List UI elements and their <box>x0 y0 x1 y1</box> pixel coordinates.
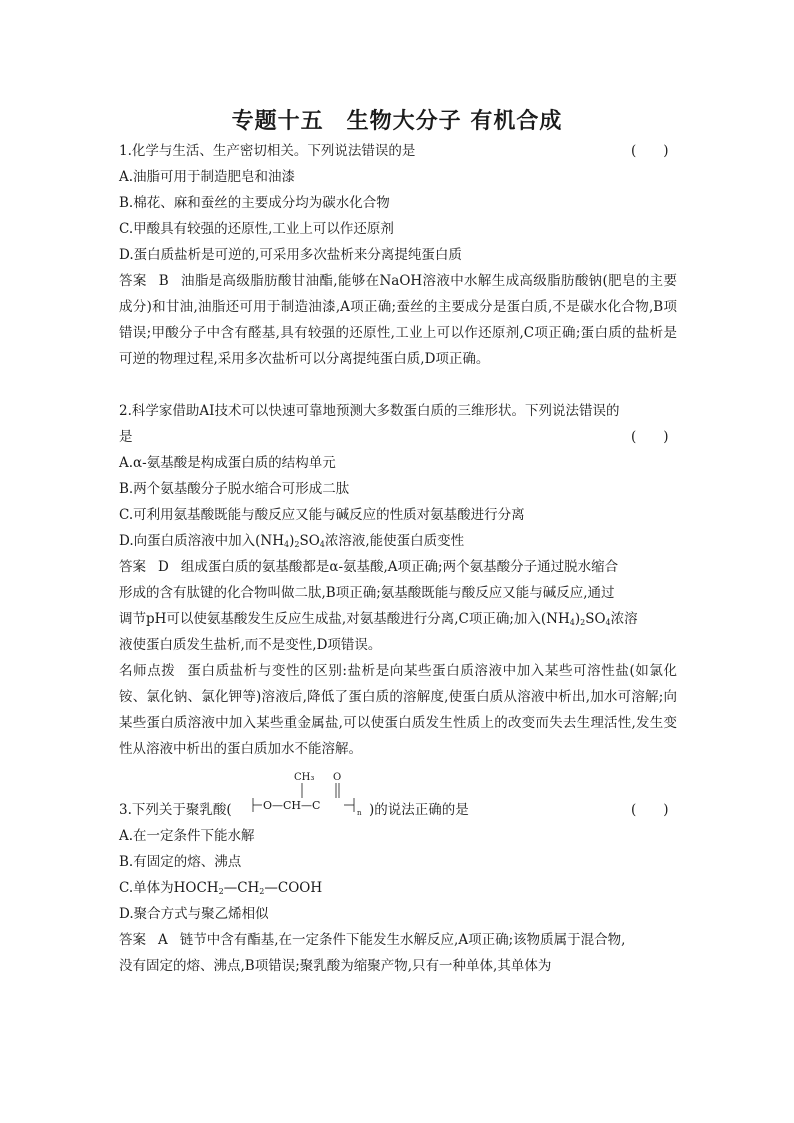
q2-option-d-text: SO <box>299 533 320 549</box>
q2-option-d-text: ) <box>289 533 295 549</box>
subscript: 2 <box>218 887 224 896</box>
q1-option-d: D.蛋白质盐析是可逆的,可采用多次盐析来分离提纯蛋白质 <box>119 247 462 263</box>
formula-oxygen: O <box>333 772 342 783</box>
q2-answer-line2: 形成的含有肽键的化合物叫做二肽,B项正确;氨基酸既能与酸反应又能与碱反应,通过 <box>119 585 615 601</box>
q1-option-a: A.油脂可用于制造肥皂和油漆 <box>119 169 296 185</box>
tip-text: 蛋白质盐析与变性的区别:盐析是向某些蛋白质溶液中加入某些可溶性盐(如氯化铵、氯化钠、氯化钾等)溶液后,降低了蛋白质的溶解度,使蛋白质从溶液中析出,加水可溶解;向某些蛋白质溶液中加入某些重金属盐,可以使蛋白质发生性质上的改变而失去生理活性,发生变性从溶液中析出的蛋白质加水不能溶解。 <box>119 663 678 757</box>
subscript: 2 <box>580 618 586 627</box>
q3-answer-key: A <box>158 932 168 948</box>
q3-option-d: D.聚合方式与聚乙烯相似 <box>119 906 269 922</box>
subscript: 4 <box>569 618 575 627</box>
q3-answer-blank: ( ) <box>631 802 669 818</box>
q2-option-a: A.α-氨基酸是构成蛋白质的结构单元 <box>119 455 336 471</box>
formula-chain: O—CH—C <box>263 799 321 812</box>
formula-n: n <box>357 809 362 817</box>
q2-explanation: SO <box>585 611 606 627</box>
q2-answer-label: 答案 <box>119 559 146 575</box>
q2-option-d-text: D.向蛋白质溶液中加入(NH <box>119 533 284 549</box>
q2-explanation: 组成蛋白质的氨基酸都是α-氨基酸,A项正确;两个氨基酸分子通过脱水缩合 <box>180 559 619 575</box>
q3-stem-prefix: 3.下列关于聚乳酸( <box>119 802 232 818</box>
q3-answer-line2: 没有固定的熔、沸点,B项错误;聚乳酸为缩聚产物,只有一种单体,其单体为 <box>119 958 552 974</box>
q3-stem-suffix: )的说法正确的是 <box>369 802 469 818</box>
q2-explanation: ) <box>574 611 581 627</box>
formula-methyl: CH₃ <box>294 772 315 783</box>
q3-option-c-text: —CH <box>223 880 260 896</box>
q2-answer-key: D <box>158 559 169 575</box>
q2-answer-blank: ( ) <box>631 429 669 445</box>
q2-stem-line2: 是 <box>119 429 133 445</box>
q2-explanation: 浓溶 <box>610 611 638 627</box>
q1-answer-blank: ( ) <box>631 143 669 159</box>
polylactic-acid-structure <box>250 768 368 822</box>
q3-option-b: B.有固定的熔、沸点 <box>119 854 242 870</box>
subscript: 4 <box>605 618 611 627</box>
q1-answer-key: B <box>158 273 169 289</box>
q3-option-c-text: C.单体为HOCH <box>119 880 219 896</box>
q2-stem-line1: 2.科学家借助AI技术可以快速可靠地预测大多数蛋白质的三维形状。下列说法错误的 <box>119 403 620 419</box>
subscript: 4 <box>284 540 290 549</box>
q2-option-d-text: 浓溶液,能使蛋白质变性 <box>324 533 465 549</box>
subscript: 2 <box>259 887 265 896</box>
subscript: 4 <box>319 540 325 549</box>
q1-stem: 1.化学与生活、生产密切相关。下列说法错误的是 <box>119 143 416 159</box>
q2-teacher-tip <box>119 658 677 762</box>
subscript: 2 <box>294 540 300 549</box>
q1-answer-label: 答案 <box>119 273 147 289</box>
tip-label: 名师点拨 <box>119 663 176 679</box>
q2-option-c: C.可利用氨基酸既能与酸反应又能与碱反应的性质对氨基酸进行分离 <box>119 507 525 523</box>
q1-option-c: C.甲酸具有较强的还原性,工业上可以作还原剂 <box>119 221 394 237</box>
q1-explanation: 油脂是高级脂肪酸甘油酯,能够在NaOH溶液中水解生成高级脂肪酸钠(肥皂的主要成分)和甘油,油脂还可用于制造油漆,A项正确;蚕丝的主要成分是蛋白质,不是碳水化合物,B项错误;甲酸分子中含有醛基,具有较强的还原性,工业上可以作还原剂,C项正确;蛋白质的盐析是可逆的物理过程,采用多次盐析可以分离提纯蛋白质,D项正确。 <box>119 273 678 367</box>
q2-option-b: B.两个氨基酸分子脱水缩合可形成二肽 <box>119 481 350 497</box>
q2-explanation: 调节pH可以使氨基酸发生反应生成盐,对氨基酸进行分离,C项正确;加入(NH <box>119 611 570 627</box>
q3-answer-line1 <box>119 927 625 953</box>
q2-answer-line4: 液使蛋白质发生盐析,而不是变性,D项错误。 <box>119 637 382 653</box>
q3-option-a: A.在一定条件下能水解 <box>119 828 255 844</box>
q1-option-b: B.棉花、麻和蚕丝的主要成分均为碳水化合物 <box>119 195 390 211</box>
page-title: 专题十五 生物大分子 有机合成 <box>231 109 563 134</box>
q3-option-c-text: —COOH <box>264 880 323 896</box>
q1-answer <box>119 268 677 372</box>
q3-explanation: 链节中含有酯基,在一定条件下能发生水解反应,A项正确;该物质属于混合物, <box>179 932 626 948</box>
q3-answer-label: 答案 <box>119 932 146 948</box>
q2-answer-line1 <box>119 554 618 580</box>
